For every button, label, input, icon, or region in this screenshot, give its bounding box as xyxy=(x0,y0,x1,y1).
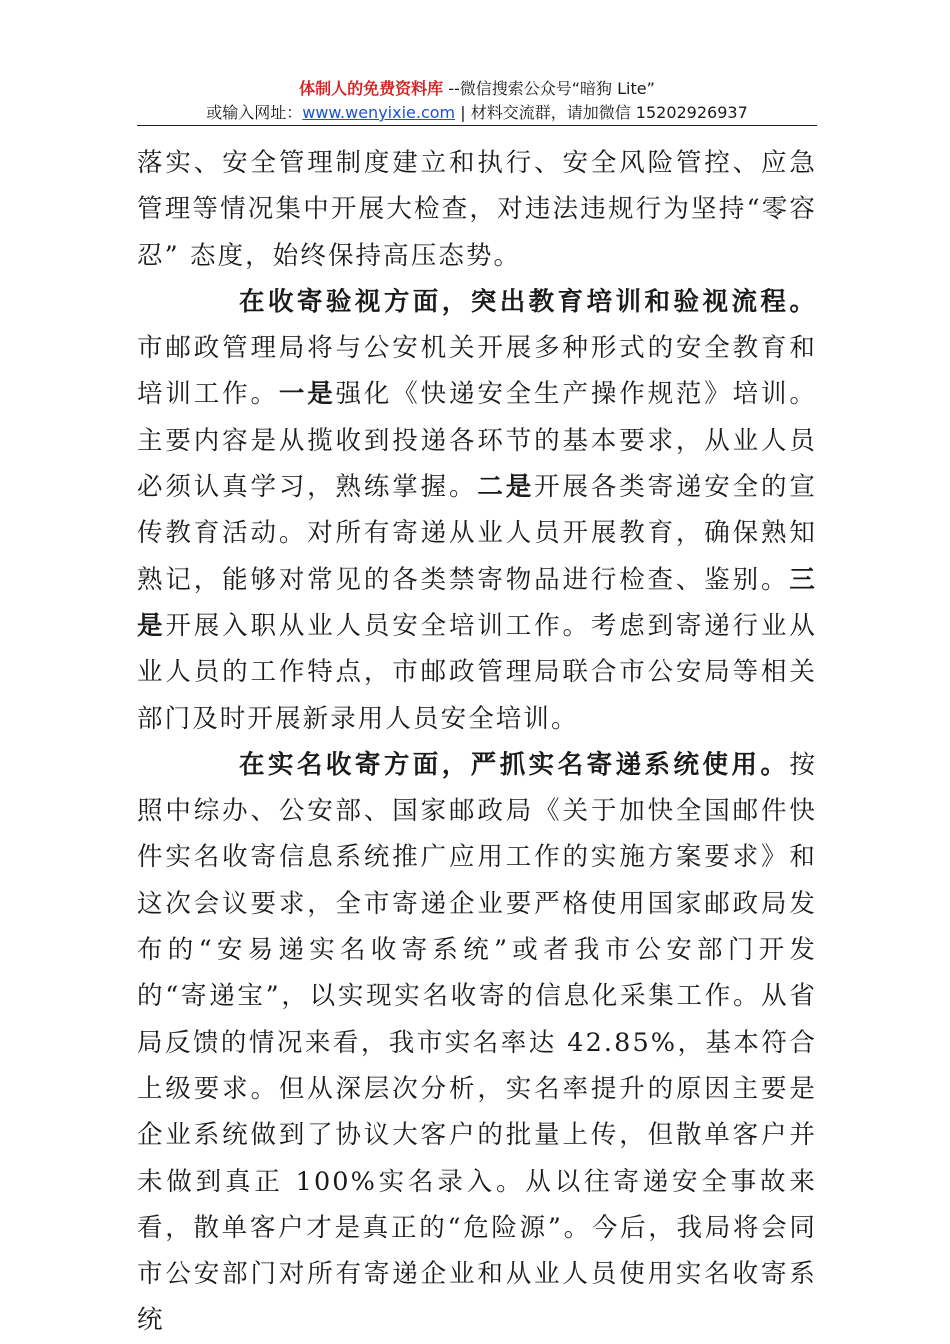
item-text: 强化《快递安全生产操作规范》培训。主要内容是从揽收到投递各环节的基本要求，从业人员必须认真学习，熟练掌握。 xyxy=(137,379,817,503)
item-marker: 二是 xyxy=(477,472,535,503)
header-wechat-note: --微信搜索公众号“暗狗 Lite” xyxy=(443,79,655,98)
item-marker: 一是 xyxy=(278,379,336,410)
header-url-label: 或输入网址： xyxy=(206,103,303,122)
paragraph-continuation: 落实、安全管理制度建立和执行、安全风险管控、应急管理等情况集中开展大检查，对违法违规行为坚持“零容忍” 态度，始终保持高压态势。 xyxy=(137,148,817,271)
paragraph-heading: 在实名收寄方面，严抓实名寄递系统使用。 xyxy=(239,749,790,780)
header-contact: | 材料交流群，请加微信 15202926937 xyxy=(455,103,748,122)
page-header xyxy=(137,78,817,124)
header-brand: 体制人的免费资料库 xyxy=(299,79,444,98)
header-line-2 xyxy=(137,102,817,124)
paragraph-intro: 市邮政管理局将与公安机关开展多种形式的安全教育和培训工作。 xyxy=(137,333,817,410)
paragraph-inspection-training xyxy=(137,279,817,742)
item-text: 开展各类寄递安全的宣传教育活动。对所有寄递从业人员开展教育，确保熟知熟记，能够对常见的各类禁寄物品进行检查、鉴别。 xyxy=(137,472,817,595)
header-url-link[interactable]: www.wenyixie.com xyxy=(302,103,456,122)
header-line-1 xyxy=(137,78,817,100)
item-marker: 三是 xyxy=(137,564,817,641)
paragraph-real-name xyxy=(137,742,817,1344)
paragraph-heading: 在收寄验视方面，突出教育培训和验视流程。 xyxy=(239,286,817,317)
header-divider xyxy=(137,125,817,126)
item-text: 开展入职从业人员安全培训工作。考虑到寄递行业从业人员的工作特点，市邮政管理局联合市公安局等相关部门及时开展新录用人员安全培训。 xyxy=(137,610,817,734)
document-body xyxy=(137,140,817,1344)
paragraph-text: 按照中综办、公安部、国家邮政局《关于加快全国邮件快件实名收寄信息系统推广应用工作的实施方案要求》和这次会议要求，全市寄递企业要严格使用国家邮政局发布的“安易递实名收寄系统”或者我市公安部门开发的“寄递宝”，以实现实名收寄的信息化采集工作。从省局反馈的情况来看，我市实名率达 42.85%，基本符合上级要求。但从深层次分析，实名率提升的原因主要是企业系统做到了协议大客户的批量上传，但散单客户并未做到真正 100%实名录入。从以往寄递安全事故来看，散单客户才是真正的“危险源”。今后，我局将会同市公安部门对所有寄递企业和从业人员使用实名收寄系统 xyxy=(137,749,817,1336)
